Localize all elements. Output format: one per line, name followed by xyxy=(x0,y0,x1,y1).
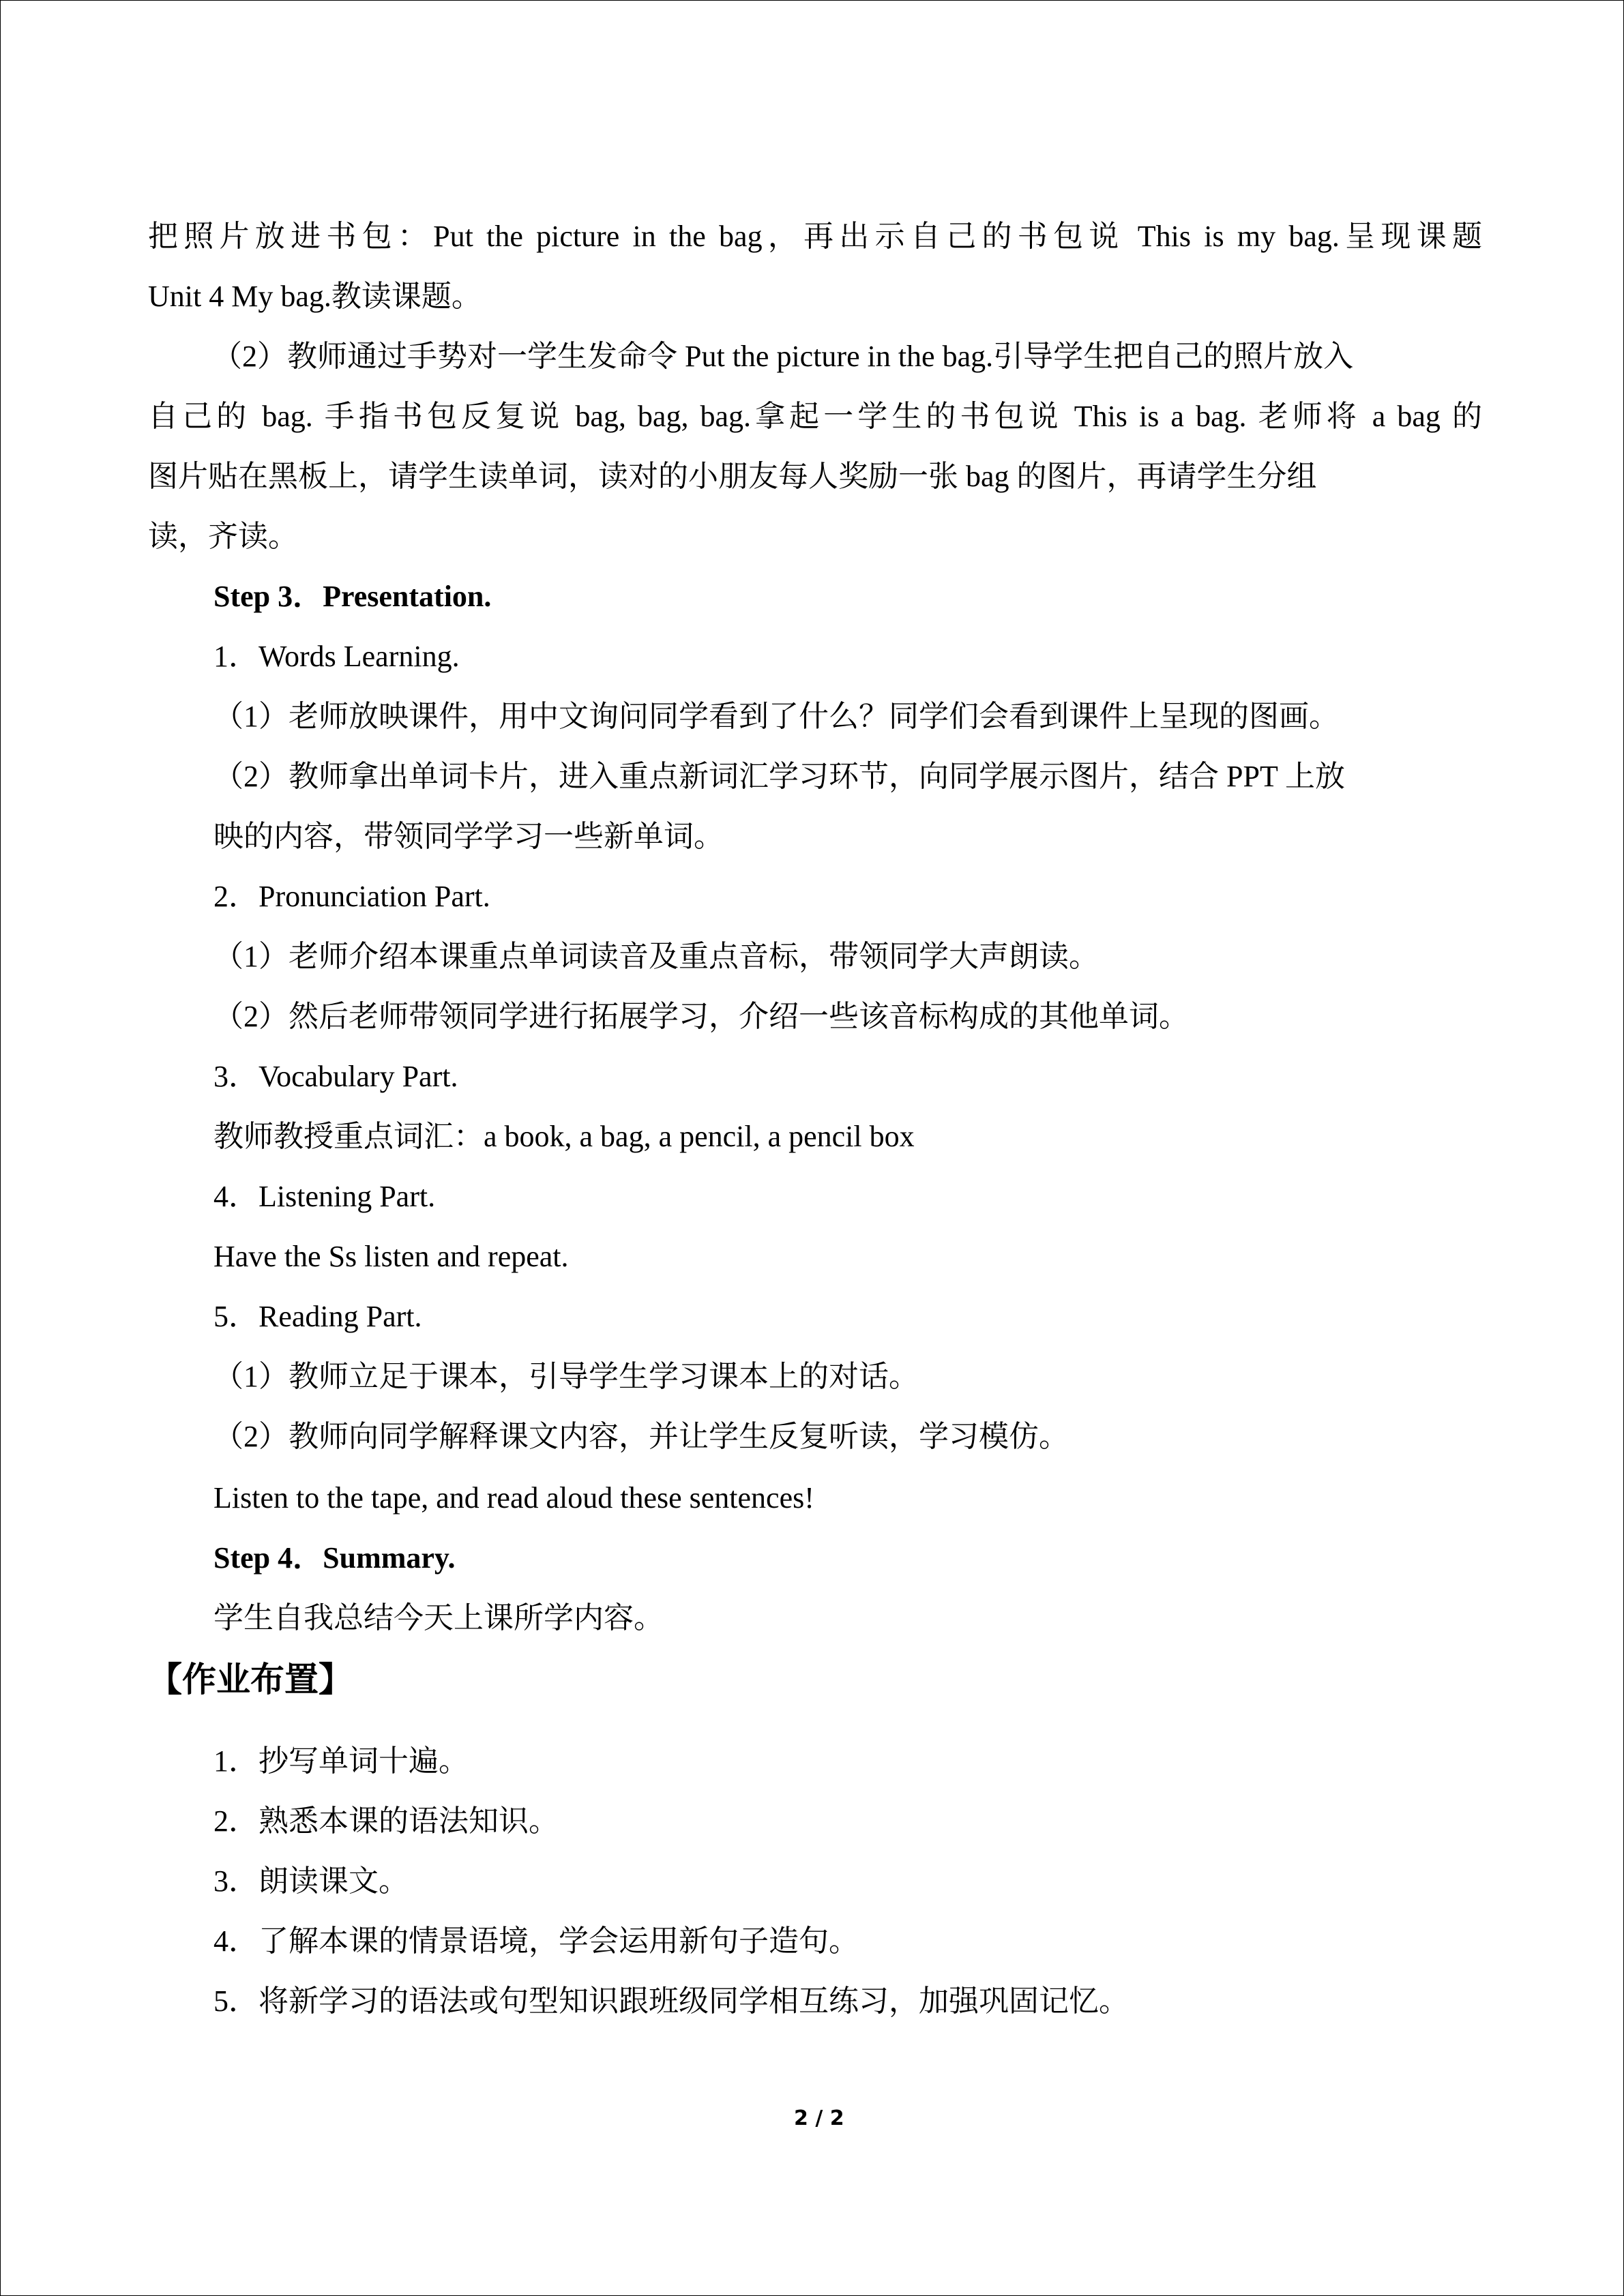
paragraph-line: 读，齐读。 xyxy=(148,520,298,553)
listening-title: 4．Listening Part. xyxy=(213,1180,436,1213)
paragraph-line: 学生自我总结今天上课所学内容。 xyxy=(213,1601,664,1635)
paragraph-line: Unit 4 My bag.教读课题。 xyxy=(148,280,482,313)
paragraph-line: Have the Ss listen and repeat. xyxy=(213,1240,569,1273)
paragraph-line: Listen to the tape, and read aloud these sentences! xyxy=(213,1481,814,1515)
paragraph-line: （1）老师放映课件，用中文询问同学看到了什么？同学们会看到课件上呈现的图画。 xyxy=(213,700,1339,733)
vocabulary-title: 3．Vocabulary Part. xyxy=(213,1060,458,1093)
words-learning-title: 1．Words Learning. xyxy=(213,640,460,673)
paragraph-line: （2）然后老师带领同学进行拓展学习，介绍一些该音标构成的其他单词。 xyxy=(213,1000,1189,1033)
homework-item: 5．将新学习的语法或句型知识跟班级同学相互练习，加强巩固记忆。 xyxy=(213,1984,1129,2018)
paragraph-line: 把照片放进书包：Put the picture in the bag，再出示自己的书包说 This is my bag.呈现课题 xyxy=(148,220,1482,253)
paragraph-line: （2）教师通过手势对一学生发命令 Put the picture in the bag.引导学生把自己的照片放入 xyxy=(212,340,1354,373)
paragraph-line: （1）教师立足于课本，引导学生学习课本上的对话。 xyxy=(213,1360,919,1393)
paragraph-line: 自己的 bag. 手指书包反复说 bag, bag, bag.拿起一学生的书包说 This is a bag. 老师将 a bag 的 xyxy=(148,400,1482,433)
reading-title: 5．Reading Part. xyxy=(213,1300,422,1333)
paragraph-line: 映的内容，带领同学学习一些新单词。 xyxy=(213,820,724,853)
page-number: 2 / 2 xyxy=(794,2106,844,2130)
step3-title: Step 3．Presentation. xyxy=(213,580,492,613)
homework-item: 2．熟悉本课的语法知识。 xyxy=(213,1804,559,1838)
paragraph-line: 图片贴在黑板上，请学生读单词，读对的小朋友每人奖励一张 bag 的图片，再请学生分组 xyxy=(148,460,1317,493)
pronunciation-title: 2．Pronunciation Part. xyxy=(213,880,490,913)
paragraph-line: 教师教授重点词汇：a book, a bag, a pencil, a pencil box xyxy=(213,1120,915,1153)
homework-heading: 【作业布置】 xyxy=(148,1660,353,1699)
paragraph-line: （2）教师向同学解释课文内容，并让学生反复听读，学习模仿。 xyxy=(213,1420,1069,1453)
paragraph-line: （1）老师介绍本课重点单词读音及重点音标，带领同学大声朗读。 xyxy=(213,940,1099,973)
step4-title: Step 4．Summary. xyxy=(213,1541,456,1575)
homework-item: 4．了解本课的情景语境，学会运用新句子造句。 xyxy=(213,1924,859,1958)
paragraph-line: （2）教师拿出单词卡片，进入重点新词汇学习环节，向同学展示图片，结合 PPT 上放 xyxy=(213,760,1346,793)
homework-item: 3．朗读课文。 xyxy=(213,1864,409,1898)
homework-item: 1．抄写单词十遍。 xyxy=(213,1744,469,1778)
